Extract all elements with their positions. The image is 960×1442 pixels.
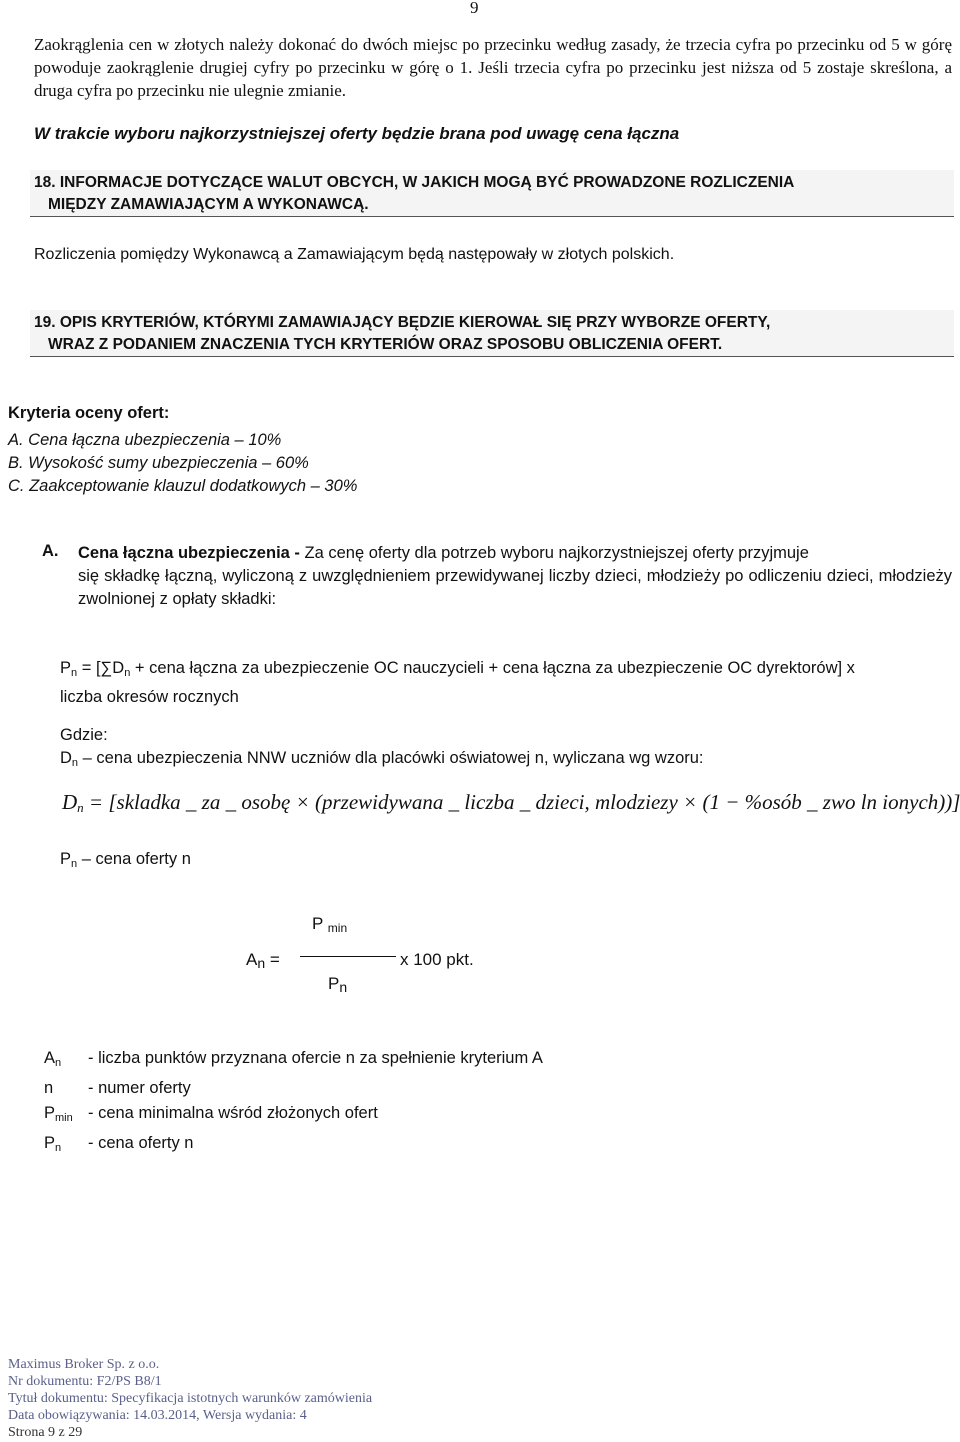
pn-def-symbol: P	[60, 850, 72, 868]
criteria-title: Kryteria oceny ofert:	[8, 404, 170, 422]
score-denominator	[328, 974, 347, 995]
score-multiplier: x 100 pkt.	[400, 950, 474, 969]
legend-an-symbol: A	[44, 1049, 56, 1067]
dn-formula-expression: = [skladka _ za _ osobę × (przewidywana _ liczba _ dzieci, mlodziezy × (1 − %osób _ zwo ln ionych))]	[83, 790, 960, 814]
criterion-item-c: C. Zaakceptowanie klauzul dodatkowych – 30%	[8, 477, 358, 495]
dn-symbol: D	[60, 749, 72, 767]
criterion-a-text-rest: się składkę łączną, wyliczoną z uwzględnieniem przewidywanej liczby dzieci, młodzieży po odliczeniu dzieci, młodzieży zwolnionej z opłaty składki:	[78, 567, 952, 608]
pn-def-subscript: n	[71, 858, 78, 870]
section-19-heading	[30, 310, 954, 357]
footer	[8, 1356, 372, 1441]
legend-pn-desc: - cena oferty n	[88, 1134, 194, 1152]
dn-formula-subscript: n	[77, 800, 84, 815]
dn-def-text: – cena ubezpieczenia NNW uczniów dla placówki oświatowej n, wyliczana wg wzoru:	[78, 749, 704, 767]
dn-subscript: n	[124, 667, 131, 679]
legend-row-pmin	[44, 1101, 543, 1131]
score-num-subscript: min	[327, 921, 348, 935]
legend-row-pn	[44, 1131, 543, 1161]
score-an-label	[246, 950, 280, 971]
score-an-subscript: n	[257, 955, 266, 971]
total-price-note: W trakcie wyboru najkorzystniejszej oferty będzie brana pod uwagę cena łączna	[34, 124, 680, 143]
page-number: 9	[470, 0, 479, 17]
legend-an-desc: - liczba punktów przyznana ofercie n za spełnienie kryterium A	[88, 1049, 543, 1067]
criterion-a-paragraph	[78, 542, 952, 565]
pn-symbol: P	[60, 659, 72, 677]
criterion-a-title: Cena łączna ubezpieczenia -	[78, 544, 300, 562]
rounding-paragraph: Zaokrąglenia cen w złotych należy dokonać do dwóch miejsc po przecinku według zasady, że trzecia cyfra po przecinku od 5 w górę powoduje zaokrąglenie drugiej cyfry po przecinku w górę o 1. Jeśli trzecia cyfra po przecinku jest niższa od 5 zostaje skreślona, a druga cyfra po przecinku nie ulegnie zmianie.	[34, 35, 952, 100]
section-19-line1: 19. OPIS KRYTERIÓW, KTÓRYMI ZAMAWIAJĄCY BĘDZIE KIEROWAŁ SIĘ PRZY WYBORZE OFERTY,	[34, 314, 771, 331]
legend	[44, 1046, 543, 1161]
footer-validity: Data obowiązywania: 14.03.2014, Wersja wydania: 4	[8, 1408, 307, 1423]
footer-doc-title: Tytuł dokumentu: Specyfikacja istotnych warunków zamówienia	[8, 1391, 373, 1406]
criteria-list	[8, 429, 357, 498]
legend-n-desc: - numer oferty	[88, 1079, 191, 1097]
footer-doc-number: Nr dokumentu: F2/PS B8/1	[8, 1374, 162, 1389]
score-den-symbol: P	[328, 974, 340, 993]
section-18-body: Rozliczenia pomiędzy Wykonawcą a Zamawiającym będą następowały w złotych polskich.	[34, 246, 675, 263]
legend-pn-subscript: n	[55, 1142, 62, 1154]
legend-pmin-symbol: P	[44, 1104, 56, 1122]
legend-pmin-desc: - cena minimalna wśród złożonych ofert	[88, 1104, 378, 1122]
legend-n-symbol: n	[44, 1079, 54, 1097]
section-19-line2: WRAZ Z PODANIEM ZNACZENIA TYCH KRYTERIÓW ORAZ SPOSOBU OBLICZENIA OFERT.	[48, 336, 723, 353]
score-formula	[240, 910, 540, 1010]
legend-row-n	[44, 1076, 543, 1101]
score-num-symbol: P	[312, 914, 324, 933]
score-numerator	[312, 914, 347, 935]
section-18-line1: 18. INFORMACJE DOTYCZĄCE WALUT OBCYCH, W JAKICH MOGĄ BYĆ PROWADZONE ROZLICZENIA	[34, 174, 795, 191]
score-den-subscript: n	[339, 979, 348, 995]
dn-definition	[60, 747, 704, 774]
legend-pn-symbol: P	[44, 1134, 56, 1152]
footer-page: Strona 9 z 29	[8, 1425, 83, 1440]
dn-formula	[62, 790, 960, 816]
criterion-a-text-first: Za cenę oferty dla potrzeb wyboru najkorzystniejszej oferty przyjmuje	[304, 544, 809, 562]
footer-company: Maximus Broker Sp. z o.o.	[8, 1357, 160, 1372]
score-equals: =	[265, 950, 280, 969]
section-18-heading	[30, 170, 954, 217]
legend-row-an	[44, 1046, 543, 1076]
score-an-symbol: A	[246, 950, 258, 969]
criterion-item-b: B. Wysokość sumy ubezpieczenia – 60%	[8, 454, 309, 472]
pn-formula-mid: = [∑D	[77, 659, 125, 677]
criterion-item-a: A. Cena łączna ubezpieczenia – 10%	[8, 431, 282, 449]
criterion-a-label: A.	[42, 542, 59, 560]
fraction-line	[300, 956, 396, 957]
section-18-line2: MIĘDZY ZAMAWIAJĄCYM A WYKONAWCĄ.	[48, 196, 369, 213]
pn-formula	[60, 656, 952, 709]
pn-def-text: – cena oferty n	[77, 850, 191, 868]
pn-definition	[60, 848, 191, 875]
legend-pmin-subscript: min	[55, 1112, 73, 1124]
pn-formula-line2: liczba okresów rocznych	[60, 688, 239, 706]
legend-an-subscript: n	[55, 1057, 62, 1069]
pn-subscript: n	[71, 667, 78, 679]
dn-def-subscript: n	[71, 757, 79, 769]
gdzie-label: Gdzie:	[60, 726, 108, 744]
dn-formula-symbol: D	[62, 790, 78, 814]
pn-formula-rest: + cena łączna za ubezpieczenie OC nauczycieli + cena łączna za ubezpieczenie OC dyrektorów] x	[130, 659, 855, 677]
